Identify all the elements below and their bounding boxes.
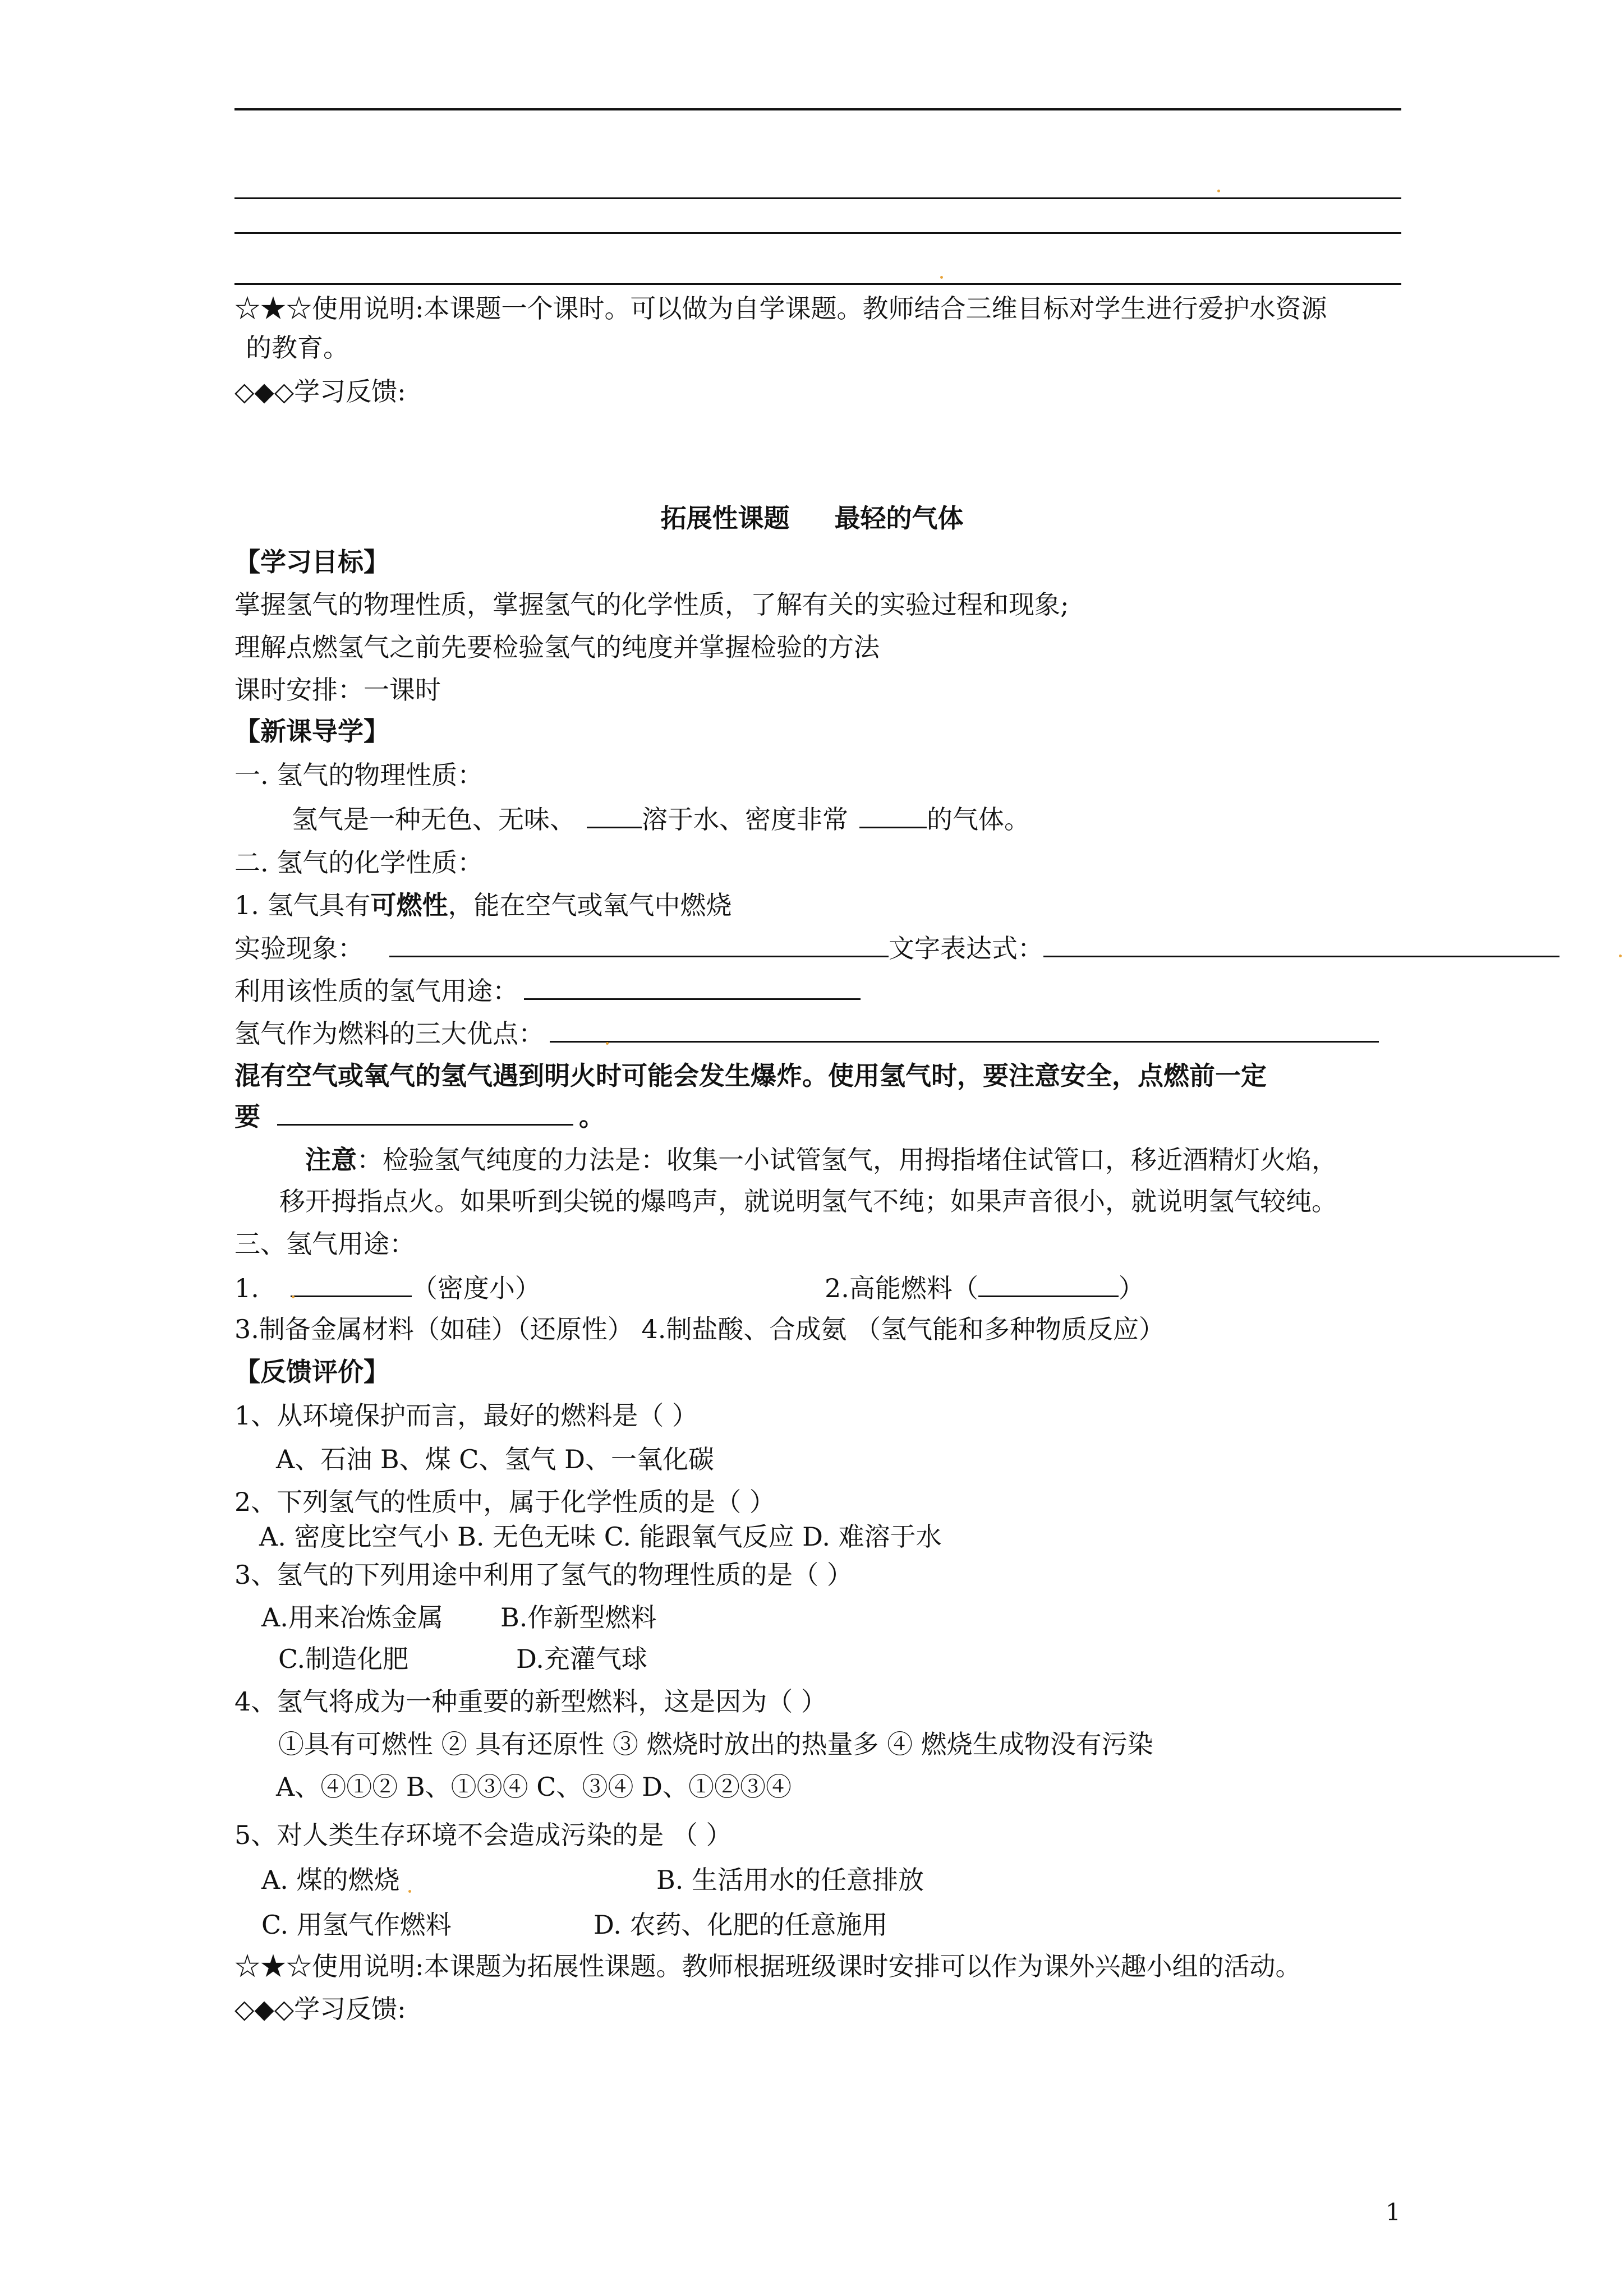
- text: 氢气是一种无色、无味、: [292, 804, 576, 835]
- stray-mark: [940, 276, 943, 279]
- question-5-option-a: A. 煤的燃烧: [261, 1865, 400, 1895]
- warning-line-1: 混有空气或氧气的氢气遇到明火时可能会发生爆炸。使用氢气时，要注意安全，点燃前一定: [234, 1061, 1267, 1091]
- text: ，能在空气或氧气中燃烧: [448, 890, 732, 920]
- goal-line-2: 理解点燃氢气之前先要检验氢气的纯度并掌握检验的方法: [234, 632, 880, 662]
- header-rule: [234, 108, 1401, 110]
- physical-fill-in: [292, 802, 1470, 836]
- fill-blank[interactable]: [978, 1271, 1119, 1297]
- note-line-1: [305, 1143, 1483, 1177]
- text: 1. 氢气具有: [234, 890, 371, 920]
- feedback-heading: 【反馈评价】: [234, 1357, 389, 1387]
- phenomenon-line: [234, 931, 1413, 965]
- section-uses: 三、氢气用途：: [234, 1229, 415, 1259]
- stray-mark: [606, 1042, 609, 1045]
- goals-heading: 【学习目标】: [234, 547, 389, 577]
- advantages-line: [234, 1016, 1413, 1050]
- answer-line: [234, 232, 1401, 234]
- usage-note-bottom: ☆★☆使用说明:本课题为拓展性课题。教师根据班级课时安排可以作为课外兴趣小组的活动。: [234, 1951, 1301, 1981]
- title-part-1: 拓展性课题: [660, 503, 790, 533]
- text: 要: [234, 1101, 260, 1132]
- title-part-2: 最轻的气体: [834, 503, 964, 533]
- question-3-option-b: B.作新型燃料: [500, 1602, 657, 1633]
- fill-blank[interactable]: [859, 802, 927, 828]
- section-physical: 一. 氢气的物理性质：: [234, 760, 484, 790]
- stray-mark: [292, 1295, 295, 1298]
- page-title: [0, 501, 1624, 535]
- fill-blank[interactable]: [1043, 931, 1559, 957]
- text: 文字表达式：: [889, 933, 1043, 963]
- feedback-label-bottom: ◇◆◇学习反馈:: [234, 1994, 406, 2024]
- text: （密度小）: [411, 1273, 541, 1303]
- fill-blank[interactable]: [277, 1099, 573, 1126]
- fill-blank[interactable]: [587, 802, 642, 828]
- use-line: [234, 974, 1413, 1007]
- question-4-options: A、④①② B、①③④ C、③④ D、①②③④: [276, 1772, 792, 1802]
- question-1-options: A、石油 B、煤 C、氢气 D、一氧化碳: [276, 1444, 714, 1474]
- question-5-option-d: D. 农药、化肥的任意施用: [594, 1910, 888, 1940]
- question-1: 1、从环境保护而言，最好的燃料是（ ）: [234, 1400, 698, 1431]
- text: ：检验氢气纯度的力法是：收集一小试管氢气，用拇指堵住试管口，移近酒精灯火焰，: [357, 1145, 1337, 1175]
- text: 2.高能燃料（: [825, 1273, 978, 1303]
- schedule-line: 课时安排：一课时: [234, 675, 441, 705]
- uses-line-1b: [825, 1271, 1386, 1304]
- fill-blank[interactable]: [524, 974, 861, 1000]
- question-2: 2、下列氢气的性质中，属于化学性质的是（ ）: [234, 1487, 775, 1517]
- usage-note-cont: 的教育。: [246, 333, 349, 363]
- note-label: 注意: [305, 1145, 357, 1175]
- new-lesson-heading: 【新课导学】: [234, 716, 389, 746]
- text: 氢气作为燃料的三大优点：: [234, 1018, 544, 1049]
- question-4-items: ①具有可燃性 ② 具有还原性 ③ 燃烧时放出的热量多 ④ 燃烧生成物没有污染: [278, 1729, 1153, 1759]
- fill-blank[interactable]: [550, 1016, 1379, 1043]
- question-3: 3、氢气的下列用途中利用了氢气的物理性质的是（ ）: [234, 1560, 853, 1590]
- text: 的气体。: [927, 804, 1030, 835]
- text: 溶于水、密度非常: [642, 804, 848, 835]
- page-number: 1: [1386, 2198, 1401, 2226]
- fill-blank[interactable]: [389, 931, 889, 957]
- stray-mark: [1217, 190, 1220, 192]
- question-3-option-c: C.制造化肥: [278, 1644, 409, 1674]
- note-line-2: 移开拇指点火。如果听到尖锐的爆鸣声，就说明氢气不纯；如果声音很小，就说明氢气较纯。: [279, 1186, 1337, 1216]
- question-5-option-b: B. 生活用水的任意排放: [656, 1865, 924, 1895]
- text: 实验现象：: [234, 933, 364, 963]
- usage-note: ☆★☆使用说明:本课题一个课时。可以做为自学课题。教师结合三维目标对学生进行爱护水资源: [234, 293, 1327, 324]
- question-4: 4、氢气将成为一种重要的新型燃料，这是因为（ ）: [234, 1686, 827, 1717]
- question-5: 5、对人类生存环境不会造成污染的是 （ ）: [234, 1820, 732, 1850]
- text: 利用该性质的氢气用途：: [234, 976, 518, 1006]
- text: 。: [579, 1101, 605, 1132]
- flammability-line: [234, 888, 1413, 922]
- answer-line: [234, 197, 1401, 199]
- uses-line-2: 3.制备金属材料（如硅）（还原性） 4.制盐酸、合成氨 （氢气能和多种物质反应）: [234, 1314, 1165, 1344]
- question-5-option-c: C. 用氢气作燃料: [261, 1910, 452, 1940]
- goal-line-1: 掌握氢气的物理性质，掌握氢气的化学性质，了解有关的实验过程和现象;: [234, 589, 1069, 620]
- warning-line-2: [234, 1099, 1413, 1133]
- text: 1.: [234, 1273, 259, 1303]
- question-2-options: A. 密度比空气小 B. 无色无味 C. 能跟氧气反应 D. 难溶于水: [259, 1522, 942, 1552]
- bold-term: 可燃性: [370, 890, 448, 920]
- question-3-option-d: D.充灌气球: [516, 1644, 647, 1674]
- text: ）: [1118, 1273, 1144, 1303]
- section-chemical: 二. 氢气的化学性质：: [234, 847, 484, 878]
- stray-mark: [408, 1890, 411, 1893]
- question-3-option-a: A.用来冶炼金属: [261, 1602, 443, 1633]
- feedback-label: ◇◆◇学习反馈:: [234, 376, 406, 407]
- answer-line: [234, 283, 1401, 285]
- stray-mark: [1619, 955, 1622, 957]
- fill-blank[interactable]: [291, 1271, 412, 1297]
